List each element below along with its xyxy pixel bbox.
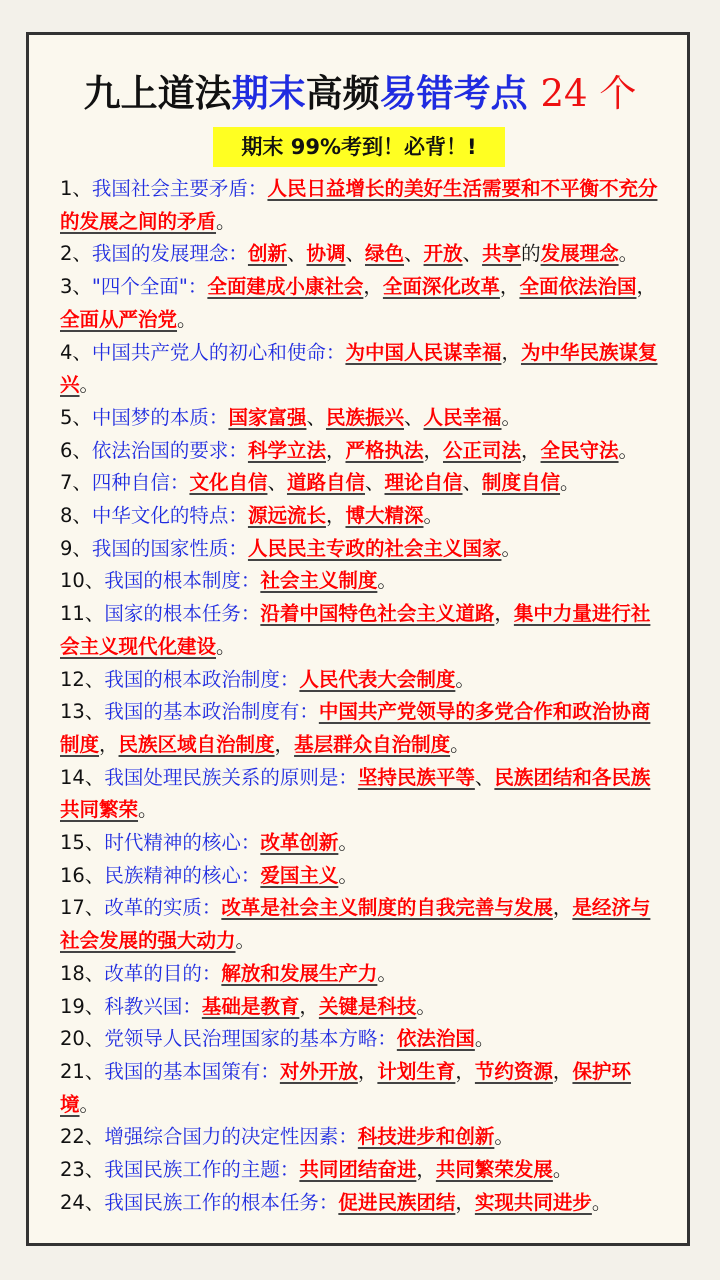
item-punctuation: ， xyxy=(325,504,346,528)
item-answer: 发展理念 xyxy=(540,242,619,266)
item-punctuation: 、 xyxy=(286,242,307,266)
item-number: 21、 xyxy=(60,1059,105,1083)
item-answer: 科技进步和创新 xyxy=(357,1125,495,1149)
item-label: 中国梦的本质： xyxy=(91,405,229,429)
item-answer: 协调 xyxy=(306,242,346,266)
item-answer: 爱国主义 xyxy=(260,863,339,887)
item-answer: 保护环境 xyxy=(60,1059,631,1116)
title-part: 易错考点 xyxy=(379,72,528,115)
item-number: 18、 xyxy=(60,961,105,985)
item-punctuation: 。 xyxy=(591,1190,612,1214)
list-item xyxy=(60,238,664,271)
item-punctuation: 。 xyxy=(338,863,358,887)
item-punctuation: 。 xyxy=(560,471,580,495)
item-punctuation: ， xyxy=(357,1059,378,1083)
item-punctuation: 。 xyxy=(455,667,475,691)
item-answer: 源远流长 xyxy=(247,504,326,528)
item-label: 依法治国的要求： xyxy=(91,438,248,462)
item-label: 我国的根本制度： xyxy=(104,569,261,593)
list-item xyxy=(60,696,664,761)
item-punctuation: 。 xyxy=(494,1125,514,1149)
item-number: 23、 xyxy=(60,1158,105,1182)
item-answer: 全面深化改革 xyxy=(382,275,500,299)
item-answer: 创新 xyxy=(247,242,287,266)
item-answer: 共同团结奋进 xyxy=(299,1158,417,1182)
list-item xyxy=(60,762,664,827)
item-number: 8、 xyxy=(60,504,92,528)
item-answer: 全面依法治国 xyxy=(519,275,637,299)
item-number: 3、 xyxy=(60,275,92,299)
title-part: 高频 xyxy=(305,72,380,115)
item-answer: 开放 xyxy=(423,242,463,266)
item-answer: 人民民主专政的社会主义国家 xyxy=(247,536,502,560)
item-answer: 制度自信 xyxy=(482,471,561,495)
item-number: 11、 xyxy=(60,602,105,626)
item-punctuation: 。 xyxy=(235,929,256,953)
item-punctuation: 。 xyxy=(216,209,236,233)
list-item xyxy=(60,500,664,533)
item-answer: 严格执法 xyxy=(345,438,424,462)
item-answer: 民族振兴 xyxy=(325,405,404,429)
item-number: 19、 xyxy=(60,994,105,1018)
item-answer: 是经济与社会发展的强大动力 xyxy=(60,896,651,953)
item-label: 改革的目的： xyxy=(104,961,222,985)
item-punctuation: 。 xyxy=(423,504,443,528)
item-punctuation: ， xyxy=(501,340,521,364)
page-title xyxy=(0,70,720,118)
item-answer: 为中华民族谋复兴 xyxy=(60,340,658,397)
item-answer: 为中国人民谋幸福 xyxy=(345,340,502,364)
item-answer: 博大精深 xyxy=(345,504,424,528)
item-punctuation: ， xyxy=(455,1059,475,1083)
list-item xyxy=(60,892,664,957)
item-punctuation: 。 xyxy=(338,831,358,855)
item-answer: 人民幸福 xyxy=(423,405,502,429)
item-punctuation: 、 xyxy=(404,242,424,266)
item-punctuation: 、 xyxy=(403,405,424,429)
item-number: 1、 xyxy=(60,177,92,200)
item-punctuation: ， xyxy=(99,732,119,756)
item-answer: 共同繁荣发展 xyxy=(435,1158,553,1182)
item-punctuation: 的 xyxy=(521,242,541,266)
list-item xyxy=(60,337,664,402)
item-punctuation: 、 xyxy=(364,471,385,495)
item-number: 22、 xyxy=(60,1125,105,1149)
item-number: 24、 xyxy=(60,1190,105,1214)
item-punctuation: 。 xyxy=(377,961,397,985)
item-answer: 理论自信 xyxy=(384,471,463,495)
item-label: 国家的根本任务： xyxy=(104,602,261,626)
item-answer: 共享 xyxy=(482,242,522,266)
item-answer: 基层群众自治制度 xyxy=(294,732,451,756)
item-punctuation: 、 xyxy=(462,242,483,266)
item-answer: 解放和发展生产力 xyxy=(221,961,378,985)
list-item xyxy=(60,402,664,435)
item-number: 14、 xyxy=(60,765,105,789)
item-number: 9、 xyxy=(60,536,92,560)
item-punctuation: 。 xyxy=(79,373,100,397)
item-punctuation: 、 xyxy=(462,471,483,495)
item-label: 我国的基本国策有： xyxy=(104,1059,280,1083)
list-item xyxy=(60,565,664,598)
item-answer: 中国共产党领导的多党合作和政治协商制度 xyxy=(60,700,651,756)
item-answer: 依法治国 xyxy=(396,1027,475,1051)
item-punctuation: 。 xyxy=(377,569,397,593)
item-punctuation: 、 xyxy=(345,242,365,266)
item-answer: 科学立法 xyxy=(247,438,326,462)
list-item xyxy=(60,173,664,238)
item-answer: 基础是教育 xyxy=(201,994,300,1018)
list-item xyxy=(60,1023,664,1056)
item-number: 20、 xyxy=(60,1027,105,1051)
item-label: 中华文化的特点： xyxy=(91,504,248,528)
item-label: 我国社会主要矛盾： xyxy=(91,177,268,200)
item-label: "四个全面"： xyxy=(91,275,208,299)
list-item xyxy=(60,1187,664,1220)
item-number: 7、 xyxy=(60,471,92,495)
item-punctuation: 。 xyxy=(79,1092,100,1116)
item-label: 我国民族工作的根本任务： xyxy=(104,1190,339,1214)
item-answer: 文化自信 xyxy=(189,471,268,495)
item-punctuation: ， xyxy=(521,438,541,462)
item-punctuation: 。 xyxy=(177,307,197,331)
item-number: 5、 xyxy=(60,405,92,429)
item-punctuation: 、 xyxy=(267,471,287,495)
list-item xyxy=(60,991,664,1024)
item-answer: 民族团结和各民族共同繁荣 xyxy=(60,765,651,822)
item-punctuation: ， xyxy=(636,275,656,299)
item-label: 我国的根本政治制度： xyxy=(104,667,300,691)
item-label: 我国的发展理念： xyxy=(91,242,248,266)
item-punctuation: 、 xyxy=(474,765,495,789)
item-answer: 改革是社会主义制度的自我完善与发展 xyxy=(221,896,553,920)
item-answer: 人民日益增长的美好生活需要和不平衡不充分的发展之间的矛盾 xyxy=(60,177,658,233)
item-punctuation: 。 xyxy=(474,1027,495,1051)
title-count: 24 个 xyxy=(540,72,637,115)
item-punctuation: ， xyxy=(363,275,383,299)
item-label: 四种自信： xyxy=(91,471,190,495)
list-item xyxy=(60,827,664,860)
item-answer: 民族区域自治制度 xyxy=(118,732,275,756)
item-punctuation: ， xyxy=(274,732,295,756)
item-punctuation: ， xyxy=(552,896,573,920)
item-label: 我国的基本政治制度有： xyxy=(104,700,319,724)
item-punctuation: ， xyxy=(325,438,346,462)
item-label: 中国共产党人的初心和使命： xyxy=(91,340,346,364)
item-punctuation: ， xyxy=(423,438,443,462)
item-punctuation: ， xyxy=(455,1190,475,1214)
item-punctuation: ， xyxy=(499,275,520,299)
item-label: 我国的国家性质： xyxy=(91,536,248,560)
list-item xyxy=(60,533,664,566)
list-item xyxy=(60,271,664,336)
item-label: 我国民族工作的主题： xyxy=(104,1158,300,1182)
item-punctuation: ， xyxy=(494,602,514,626)
title-part: 九上道法 xyxy=(83,72,232,115)
item-number: 13、 xyxy=(60,700,105,724)
item-punctuation: ， xyxy=(552,1059,573,1083)
item-punctuation: 。 xyxy=(552,1158,573,1182)
item-answer: 促进民族团结 xyxy=(338,1190,456,1214)
item-punctuation: 。 xyxy=(501,405,522,429)
item-punctuation: 。 xyxy=(450,732,470,756)
item-answer: 对外开放 xyxy=(279,1059,358,1083)
item-number: 12、 xyxy=(60,667,105,691)
item-number: 6、 xyxy=(60,438,92,462)
item-punctuation: 、 xyxy=(306,405,326,429)
item-punctuation: 。 xyxy=(216,634,236,658)
item-number: 17、 xyxy=(60,896,105,920)
item-answer: 计划生育 xyxy=(377,1059,456,1083)
item-label: 时代精神的核心： xyxy=(104,831,261,855)
item-answer: 关键是科技 xyxy=(318,994,417,1018)
item-punctuation: 。 xyxy=(501,536,521,560)
item-answer: 人民代表大会制度 xyxy=(299,667,456,691)
list-item xyxy=(60,958,664,991)
item-number: 4、 xyxy=(60,340,92,364)
list-item xyxy=(60,1121,664,1154)
item-answer: 国家富强 xyxy=(228,405,307,429)
item-punctuation: 。 xyxy=(138,798,158,822)
item-punctuation: 。 xyxy=(416,994,436,1018)
list-item xyxy=(60,1056,664,1121)
item-number: 10、 xyxy=(60,569,105,593)
item-answer: 公正司法 xyxy=(443,438,522,462)
list-item xyxy=(60,664,664,697)
item-label: 民族精神的核心： xyxy=(104,863,261,887)
item-number: 16、 xyxy=(60,863,105,887)
subtitle-banner: 期末 99%考到！必背！! xyxy=(213,127,505,167)
item-punctuation: 。 xyxy=(618,438,639,462)
list-item xyxy=(60,1154,664,1187)
item-answer: 节约资源 xyxy=(474,1059,553,1083)
item-answer: 集中力量进行社会主义现代化建设 xyxy=(60,602,651,658)
item-number: 15、 xyxy=(60,831,105,855)
item-answer: 沿着中国特色社会主义道路 xyxy=(260,602,495,626)
item-answer: 实现共同进步 xyxy=(474,1190,592,1214)
item-number: 2、 xyxy=(60,242,92,266)
item-answer: 坚持民族平等 xyxy=(357,765,475,789)
list-item xyxy=(60,860,664,893)
item-punctuation: ， xyxy=(299,994,319,1018)
list-item xyxy=(60,435,664,468)
item-answer: 改革创新 xyxy=(260,831,339,855)
item-punctuation: 。 xyxy=(618,242,639,266)
item-label: 改革的实质： xyxy=(104,896,222,920)
list-item xyxy=(60,467,664,500)
item-answer: 道路自信 xyxy=(286,471,365,495)
item-punctuation: ， xyxy=(416,1158,436,1182)
title-part: 期末 xyxy=(231,72,306,115)
item-label: 我国处理民族关系的原则是： xyxy=(104,765,358,789)
item-label: 科教兴国： xyxy=(104,994,202,1018)
item-answer: 全民守法 xyxy=(540,438,619,462)
item-answer: 全面建成小康社会 xyxy=(207,275,364,299)
item-answer: 社会主义制度 xyxy=(260,569,378,593)
list-item xyxy=(60,598,664,663)
item-label: 党领导人民治理国家的基本方略： xyxy=(104,1027,397,1051)
item-answer: 绿色 xyxy=(365,242,405,266)
item-answer: 全面从严治党 xyxy=(60,307,178,331)
item-label: 增强综合国力的决定性因素： xyxy=(104,1125,358,1149)
key-points-list xyxy=(60,173,664,1220)
